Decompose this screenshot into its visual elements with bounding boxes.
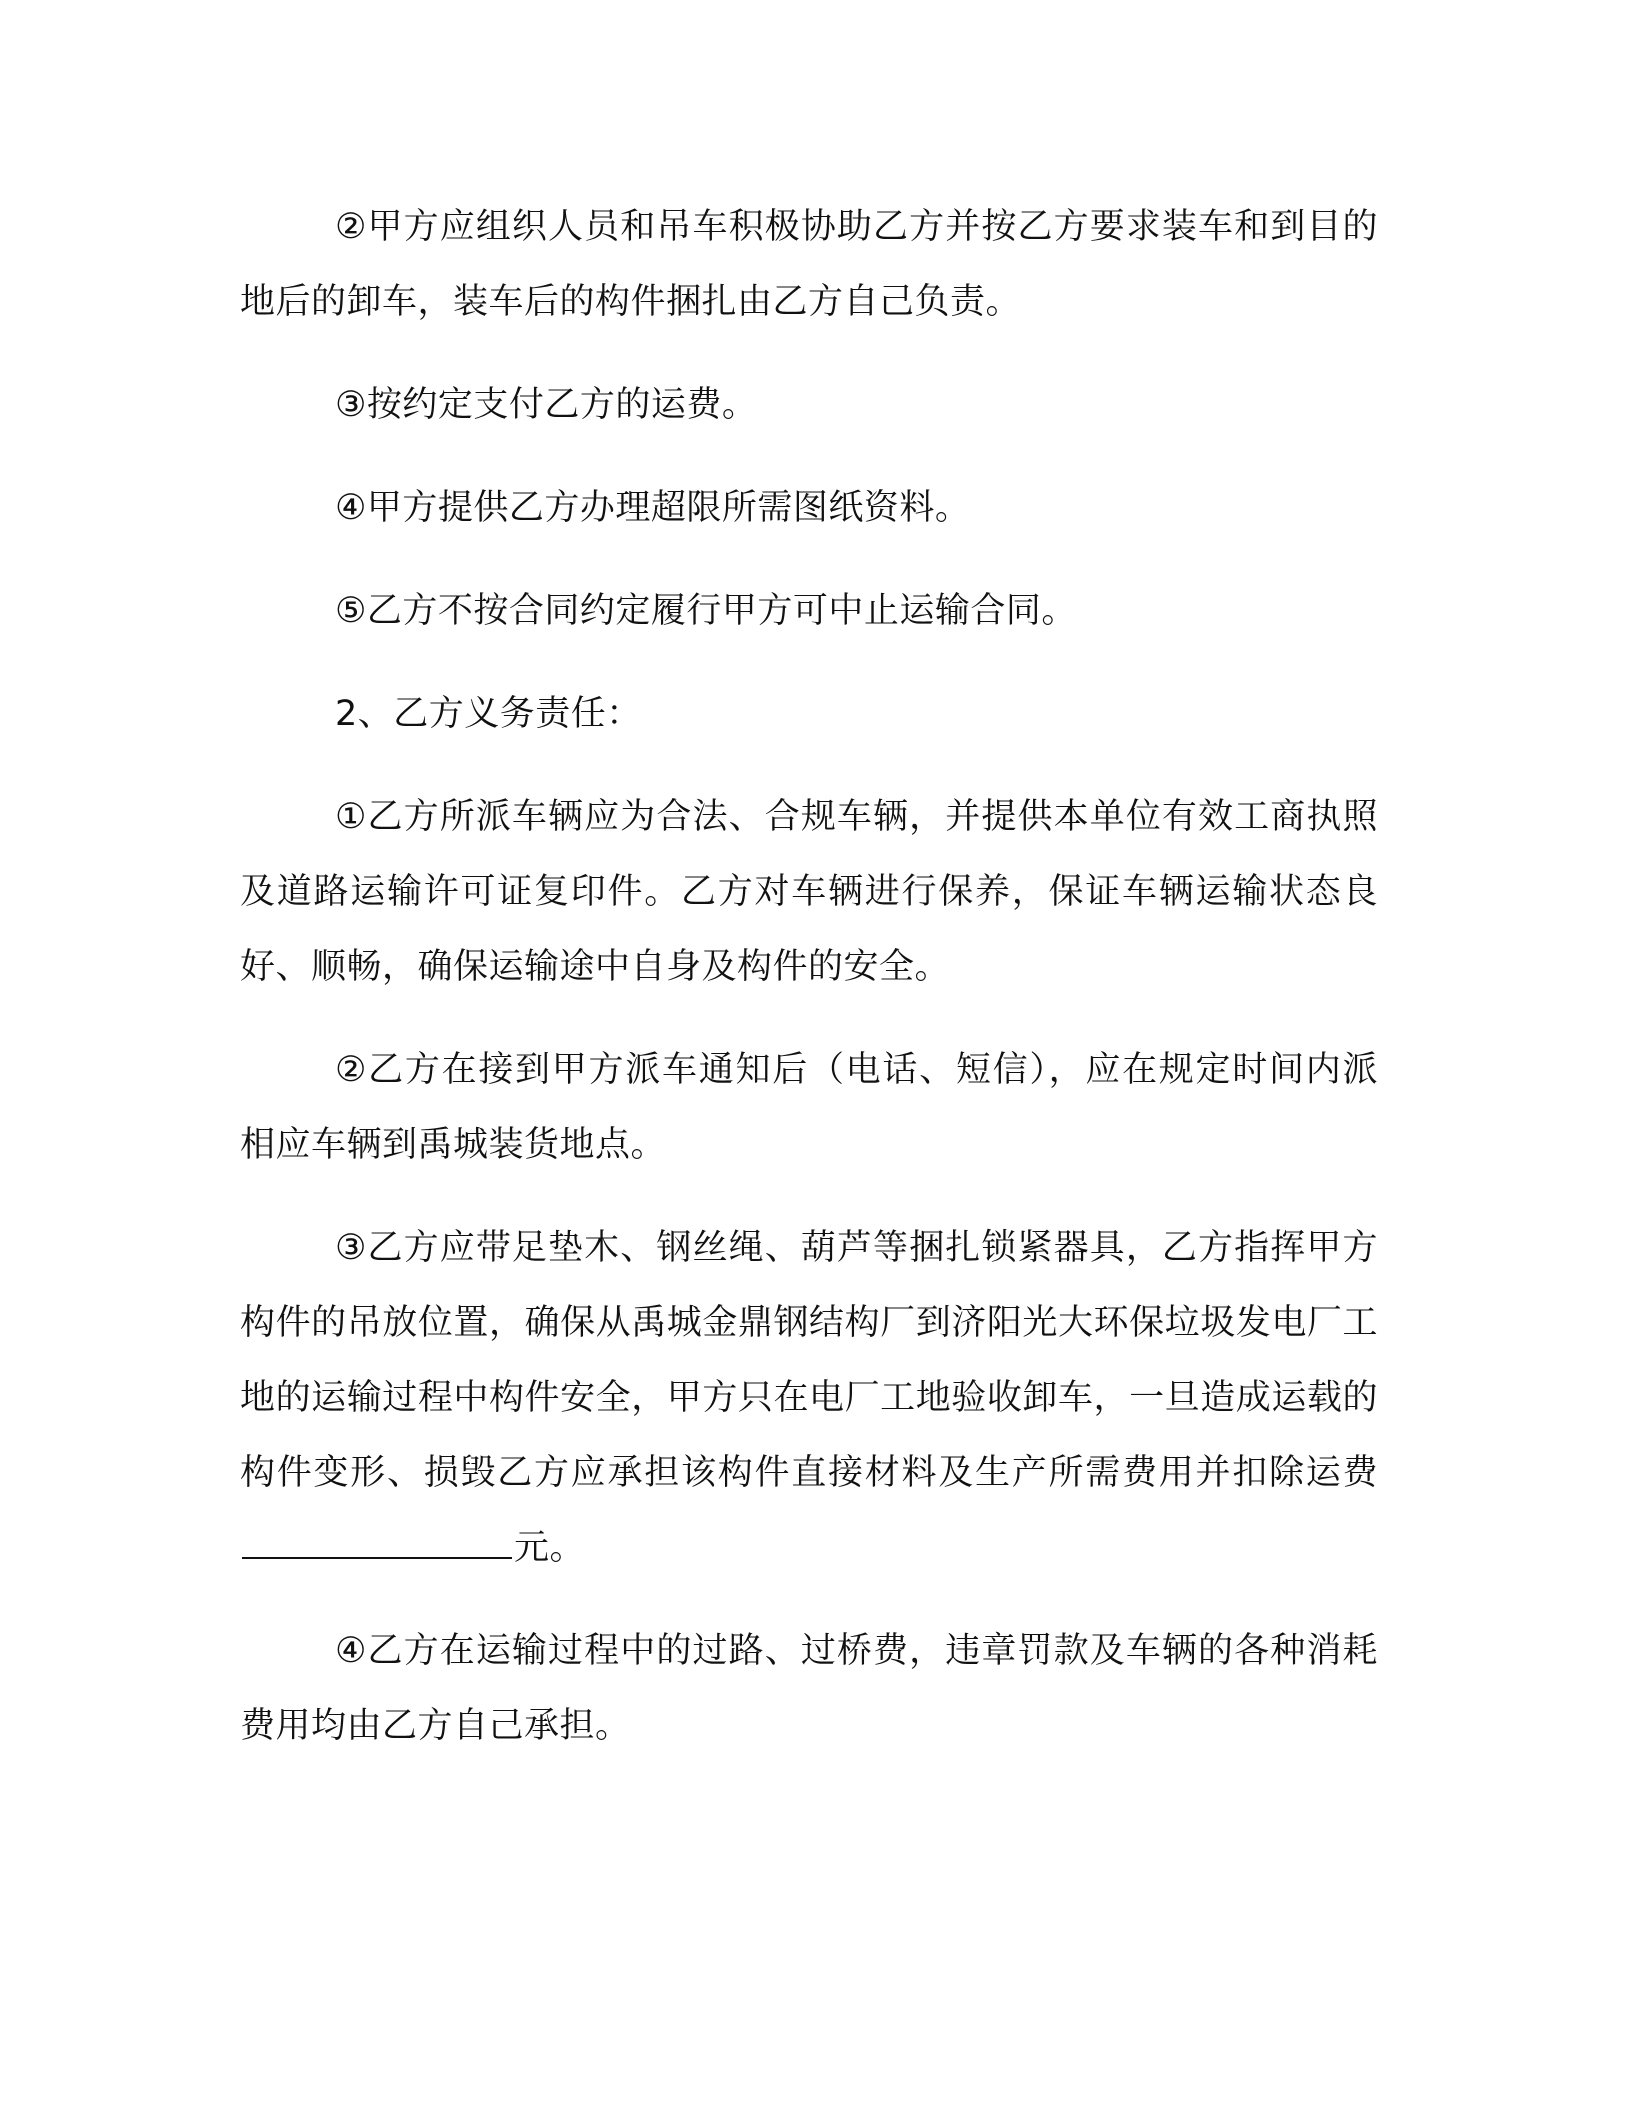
section-heading-2: 2、乙方义务责任： [335,694,642,734]
clause-b3 [240,1211,1378,1586]
fee-blank-line [242,1527,512,1559]
clause-b1: ①乙方所派车辆应为合法、合规车辆，并提供本单位有效工商执照及道路运输许可证复印件。乙方对车辆进行保养，保证车辆运输状态良好、顺畅，确保运输途中自身及构件的安全。 [240,797,1378,987]
clause-b3-unit: 元。 [514,1528,586,1568]
clause-b3-text: ③乙方应带足垫木、钢丝绳、葫芦等捆扎锁紧器具，乙方指挥甲方构件的吊放位置，确保从禹城金鼎钢结构厂到济阳光大环保垃圾发电厂工地的运输过程中构件安全，甲方只在电厂工地验收卸车，一旦造成运载的构件变形、损毁乙方应承担该构件直接材料及生产所需费用并扣除运费 [240,1228,1378,1493]
document-body [240,190,1378,1792]
clause-a3: ③按约定支付乙方的运费。 [335,385,758,425]
clause-a5: ⑤乙方不按合同约定履行甲方可中止运输合同。 [335,591,1077,631]
clause-a2: ②甲方应组织人员和吊车积极协助乙方并按乙方要求装车和到目的地后的卸车，装车后的构件捆扎由乙方自己负责。 [240,207,1378,322]
clause-b2: ②乙方在接到甲方派车通知后（电话、短信），应在规定时间内派相应车辆到禹城装货地点。 [240,1050,1378,1165]
clause-b4: ④乙方在运输过程中的过路、过桥费，违章罚款及车辆的各种消耗费用均由乙方自己承担。 [240,1631,1378,1746]
clause-a4: ④甲方提供乙方办理超限所需图纸资料。 [335,488,971,528]
